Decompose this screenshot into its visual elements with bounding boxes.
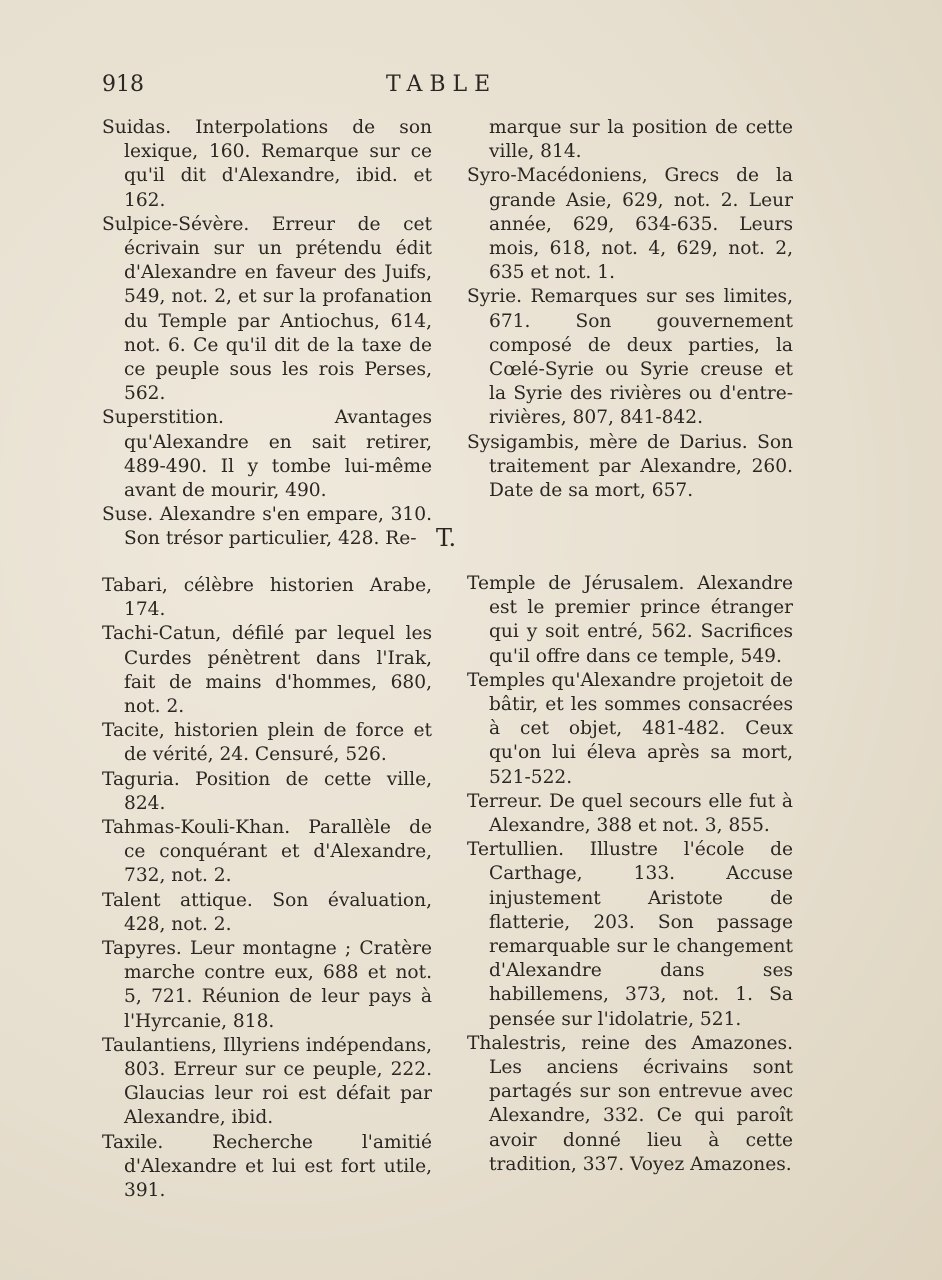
index-entry: Terreur. De quel secours elle fut à Alexandre, 388 et not. 3, 855. — [467, 790, 793, 837]
index-column-t-right — [467, 572, 793, 1177]
index-entry-continuation: marque sur la position de cette ville, 814. — [489, 117, 793, 163]
index-column-t-left — [102, 574, 432, 1203]
index-entry: Tabari, célèbre historien Arabe, 174. — [102, 575, 432, 621]
index-entry: Tapyres. Leur montagne ; Cratère marche contre eux, 688 et not. 5, 721. Réunion de leur pays à l'Hyrcanie, 818. — [102, 938, 432, 1032]
index-entry: Taguria. Position de cette ville, 824. — [102, 768, 432, 814]
section-letter: T. — [436, 524, 457, 552]
index-entry: Temple de Jérusalem. Alexandre est le premier prince étranger qui y soit entré, 562. Sacrifices qu'il offre dans ce temple, 549. — [467, 573, 793, 667]
index-entry: Tachi-Catun, défilé par lequel les Curdes pénètrent dans l'Irak, fait de mains d'hommes, 680, not. 2. — [102, 623, 432, 718]
index-entry: Syrie. Remarques sur ses limites, 671. Son gouvernement composé de deux parties, la Cœlé-Syrie ou Syrie creuse et la Syrie des rivières ou d'entre-rivières, 807, 841-842. — [467, 286, 793, 429]
index-entry: Tahmas-Kouli-Khan. Parallèle de ce conquérant et d'Alexandre, 732, not. 2. — [102, 817, 432, 887]
index-entry: Syro-Macédoniens, Grecs de la grande Asie, 629, not. 2. Leur année, 629, 634-635. Leurs mois, 618, not. 4, 629, not. 2, 635 et not. 1. — [467, 165, 793, 284]
index-entry: Talent attique. Son évaluation, 428, not. 2. — [102, 889, 432, 935]
index-entry: Tertullien. Illustre l'école de Carthage, 133. Accuse injustement Aristote de flatterie, 203. Son passage remarquable sur le changement d'Alexandre dans ses habillemens, 373, not. 1. Sa pensée sur l'idolatrie, 521. — [467, 839, 793, 1030]
page-number: 918 — [102, 72, 144, 97]
index-entry: Suse. Alexandre s'en empare, 310. Son trésor particulier, 428. Re- — [102, 504, 432, 550]
index-entry: Sysigambis, mère de Darius. Son traitement par Alexandre, 260. Date de sa mort, 657. — [467, 431, 793, 502]
index-entry: Sulpice-Sévère. Erreur de cet écrivain sur un prétendu édit d'Alexandre en faveur des Juifs, 549, not. 2, et sur la profanation du Temple par Antiochus, 614, not. 6. Ce qu'il dit de la taxe de ce peuple sous les rois Perses, 562. — [102, 213, 432, 405]
index-entry: Taulantiens, Illyriens indépendans, 803. Erreur sur ce peuple, 222. Glaucias leur roi est défait par Alexandre, ibid. — [102, 1034, 432, 1129]
index-entry: Thalestris, reine des Amazones. Les anciens écrivains sont partagés sur son entrevue avec Alexandre, 332. Ce qui paroît avoir donné lieu à cette tradition, 337. Voyez Amazones. — [467, 1032, 793, 1175]
index-column-s-right — [467, 116, 793, 503]
running-head: TABLE — [386, 72, 498, 97]
index-entry: Superstition. Avantages qu'Alexandre en sait retirer, 489-490. Il y tombe lui-même avant de mourir, 490. — [102, 407, 432, 502]
index-entry: Tacite, historien plein de force et de vérité, 24. Censuré, 526. — [102, 720, 432, 766]
index-entry: Suidas. Interpolations de son lexique, 160. Remarque sur ce qu'il dit d'Alexandre, ibid. et 162. — [102, 117, 432, 211]
index-entry: Temples qu'Alexandre projetoit de bâtir, et les sommes consacrées à cet objet, 481-482. Ceux qu'on lui éleva après sa mort, 521-522. — [467, 669, 793, 788]
index-column-s-left — [102, 116, 432, 552]
index-entry: Taxile. Recherche l'amitié d'Alexandre et lui est fort utile, 391. — [102, 1131, 432, 1202]
